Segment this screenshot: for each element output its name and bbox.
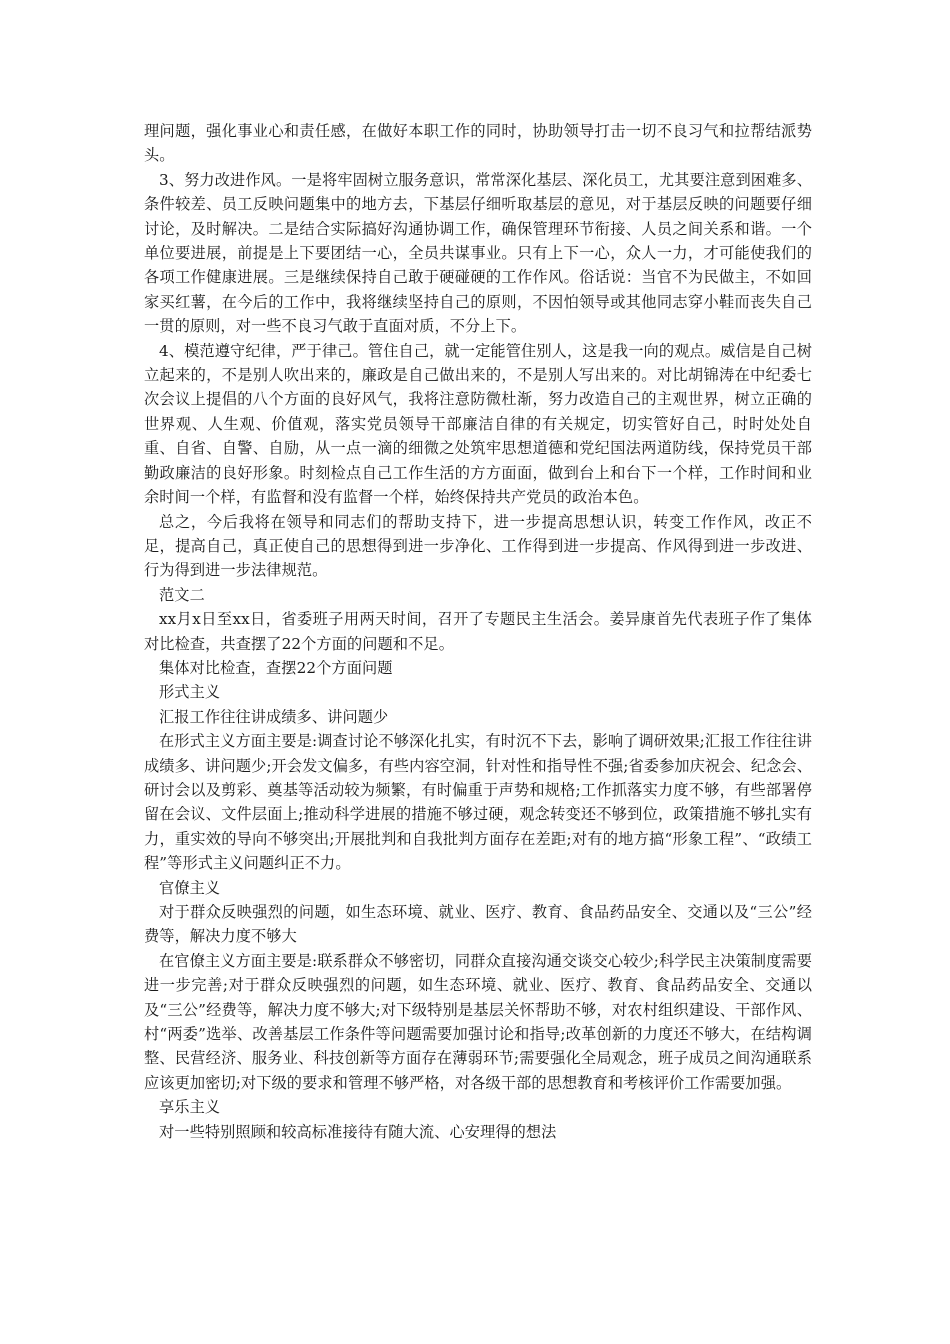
subheading: 官僚主义 (159, 878, 221, 897)
subheading: 享乐主义 (159, 1098, 221, 1117)
paragraph: xx月x日至xx日，省委班子用两天时间，召开了专题民主生活会。姜异康首先代表班子作了集体对比检查，共查摆了22个方面的问题和不足。 (144, 610, 812, 653)
paragraph: 3、努力改进作风。一是将牢固树立服务意识，常常深化基层、深化员工，尤其要注意到困难多、条件较差、员工反映问题集中的地方去，下基层仔细听取基层的意见，对于基层反映的问题要仔细讨论，及时解决。二是结合实际搞好沟通协调工作，确保管理环节衔接、人员之间关系和谐。一个单位要进展，前提是上下要团结一心，全员共谋事业。只有上下一心，众人一力，才可能使我们的各项工作健康进展。三是继续保持自己敢于硬碰硬的工作作风。俗话说：当官不为民做主，不如回家买红薯，在今后的工作中，我将继续坚持自己的原则，不因怕领导或其他同志穿小鞋而丧失自己一贯的原则，对一些不良习气敢于直面对质，不分上下。 (144, 170, 812, 336)
subheading: 形式主义 (159, 683, 221, 702)
paragraph: 对一些特别照顾和较高标准接待有随大流、心安理得的想法 (159, 1122, 557, 1141)
section-heading: 范文二 (159, 585, 205, 604)
subheading: 汇报工作往往讲成绩多、讲问题少 (159, 707, 389, 726)
paragraph: 4、模范遵守纪律，严于律己。管住自己，就一定能管住别人，这是我一向的观点。威信是自己树立起来的，不是别人吹出来的，廉政是自己做出来的，不是别人写出来的。对比胡锦涛在中纪委七次会议上提倡的八个方面的良好风气，我将注意防微杜渐，努力改造自己的主观世界，树立正确的世界观、人生观、价值观，落实党员领导干部廉洁自律的有关规定，切实管好自己，时时处处自重、自省、自警、自励，从一点一滴的细微之处筑牢思想道德和党纪国法两道防线，保持党员干部勤政廉洁的良好形象。时刻检点自己工作生活的方方面面，做到台上和台下一个样，工作时间和业余时间一个样，有监督和没有监督一个样，始终保持共产党员的政治本色。 (144, 341, 812, 507)
paragraph: 总之，今后我将在领导和同志们的帮助支持下，进一步提高思想认识，转变工作作风，改正不足，提高自己，真正使自己的思想得到进一步净化、工作得到进一步提高、作风得到进一步改进、行为得到进一步法律规范。 (144, 512, 812, 580)
paragraph: 对于群众反映强烈的问题，如生态环境、就业、医疗、教育、食品药品安全、交通以及“三公”经费等，解决力度不够大 (144, 903, 812, 946)
subheading: 集体对比检查，查摆22个方面问题 (159, 658, 393, 677)
paragraph: 在形式主义方面主要是:调查讨论不够深化扎实，有时沉不下去，影响了调研效果;汇报工作往往讲成绩多、讲问题少;开会发文偏多，有些内容空洞，针对性和指导性不强;省委参加庆祝会、纪念会、研讨会以及剪彩、奠基等活动较为频繁，有时偏重于声势和规格;工作抓落实力度不够，有些部署停留在会议、文件层面上;推动科学进展的措施不够过硬，观念转变还不够到位，政策措施不够扎实有力，重实效的导向不够突出;开展批判和自我批判方面存在差距;对有的地方搞“形象工程”、“政绩工程”等形式主义问题纠正不力。 (144, 732, 812, 873)
paragraph: 在官僚主义方面主要是:联系群众不够密切，同群众直接沟通交谈交心较少;科学民主决策制度需要进一步完善;对于群众反映强烈的问题，如生态环境、就业、医疗、教育、食品药品安全、交通以及“三公”经费等，解决力度不够大;对下级特别是基层关怀帮助不够，对农村组织建设、干部作风、村“两委”选举、改善基层工作条件等问题需要加强讨论和指导;改革创新的力度还不够大，在结构调整、民营经济、服务业、科技创新等方面存在薄弱环节;需要强化全局观念，班子成员之间沟通联系应该更加密切;对下级的要求和管理不够严格，对各级干部的思想教育和考核评价工作需要加强。 (144, 951, 812, 1092)
paragraph: 理问题，强化事业心和责任感，在做好本职工作的同时，协助领导打击一切不良习气和拉帮结派势头。 (144, 122, 812, 165)
document-page (144, 119, 812, 1144)
